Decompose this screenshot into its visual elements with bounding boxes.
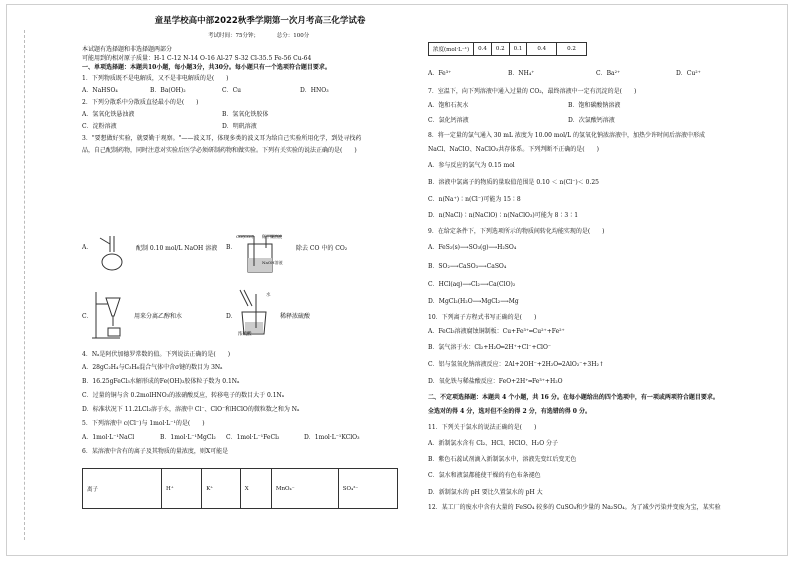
q4-option-d: D．标准状况下 11.2LCl₂溶于水，溶液中 Cl⁻、ClO⁻和HClO的微粒数之和为 Nₐ (82, 406, 300, 413)
page-title: 童星学校高中部2022秋季学期第一次月考高三化学试卷 (154, 16, 366, 26)
question-3-line-2: 品，自己配制药物，同时注意对实验后医学必须研制药物和做实验。下列有关实验的说法正确的是( ) (82, 147, 357, 154)
q3-option-c-label: C． (82, 313, 93, 320)
volumetric-flask-icon (90, 234, 130, 272)
q8-option-d: D．n(NaCl)∶n(NaClO)∶n(NaClO₃)可能为 8∶3∶1 (428, 212, 579, 219)
table-cell: MnO₄⁻ (271, 469, 338, 509)
question-12: 12．某工厂的废水中含有大量的 FeSO₄ 较多的 CuSO₄和少量的 Na₂SO₄。为了减少污染并变废为宝，某实验 (428, 504, 721, 511)
q5-option-d: D．1mol·L⁻¹KClO₃ (304, 434, 360, 441)
table-cell: H⁺ (162, 469, 202, 509)
question-6: 6．某溶液中含有的离子及其物质的量浓度，则X可能是 (82, 448, 229, 455)
q5-option-a: A．1mol·L⁻¹NaCl (82, 434, 135, 441)
q2-option-a: A．氢氧化铁悬浊液 (82, 111, 135, 118)
exam-time: 考试时间：75分钟； (208, 33, 259, 39)
q11-option-a: A．新制氯水含有 Cl₂、HCl、HClO、H₂O 分子 (428, 440, 559, 447)
q2-option-c: C．淀粉溶液 (82, 123, 117, 130)
q1-option-d: D．HNO₃ (300, 87, 329, 94)
q9-option-c: C．HCl(aq)⟶Cl₂⟶Ca(ClO)₂ (428, 281, 516, 288)
table-cell: 0.2 (491, 43, 509, 56)
section-one-heading: 一、单项选择题：本题共10小题，每小题3分，共30分。每小题只有一个选项符合题目要求。 (82, 64, 331, 71)
q9-option-a: A．FeS₂(s)⟶SO₃(g)⟶H₂SO₄ (428, 244, 517, 251)
q7-option-c: C．氯化钙溶液 (428, 117, 469, 124)
question-3-line-1: 3．"要想做好实验，就要勤于观察。"——波义耳，体现多类的波义耳为给自己实验所用化学，到处寻找药 (82, 135, 362, 142)
q3-d-water-label: 水 (266, 293, 271, 298)
q3-option-d-label: D． (226, 313, 237, 320)
section-two-scoring: 全选对的得 4 分，选对但不全的得 2 分，有选错的得 0 分。 (428, 408, 592, 415)
question-9: 9．在给定条件下，下列选项所示的物质间转化均能实现的是( ) (428, 228, 605, 235)
q3-option-c-text: 用来分离乙醇和水 (134, 313, 183, 320)
q11-option-b: B．紫色石蕊试剂滴入新制氯水中，溶液先变红后变无色 (428, 456, 577, 463)
question-10: 10．下列离子方程式书写正确的是( ) (428, 314, 537, 321)
question-2: 2．下列分散系中分散质直径最小的是( ) (82, 99, 199, 106)
separatory-funnel-icon (90, 290, 134, 340)
q3-b-reagent-label: 稀干燥溶液 (262, 234, 282, 239)
q4-option-c: C．过量的铜与含 0.2molHNO₃的浓硝酸反应，转移电子的数目大于 0.1Nₐ (82, 392, 285, 399)
q6-option-a: A．Fe³⁺ (428, 70, 452, 77)
table-cell: X (240, 469, 271, 509)
table-row (83, 469, 398, 509)
q3-option-b-label: B． (226, 244, 237, 251)
q7-option-b: B．饱和碳酸钠溶液 (568, 102, 621, 109)
q8-option-c: C．n(Na⁺)∶n(Cl⁻)可能为 15∶8 (428, 196, 521, 203)
q5-option-c: C．1mol·L⁻¹FeCl₂ (226, 434, 280, 441)
q3-option-b-text: 除去 CO 中的 CO₂ (296, 245, 348, 252)
q10-option-c: C．铝与氢氧化钠溶液反应：2Al+2OH⁻+2H₂O═2AlO₂⁻+3H₂↑ (428, 361, 604, 368)
question-8-line-1: 8．将一定量的氯气通入 30 mL 浓度为 10.00 mol/L 的氢氧化钠浓溶液中，加热少许时间后溶液中形成 (428, 132, 705, 139)
section-two-heading: 二、不定项选择题：本题共 4 个小题，共 16 分。在每小题给出的四个选项中，有一项或两项符合题目要求。 (428, 394, 719, 401)
question-4: 4．Nₐ是阿伏加德罗常数的值。下列说法正确的是( ) (82, 351, 231, 358)
q10-option-d: D．氧化铁与稀盐酸反应：FeO+2H⁺═Fe³⁺+H₂O (428, 378, 563, 385)
table-row (429, 43, 587, 56)
table-cell: 0.4 (474, 43, 492, 56)
q4-option-a: A．28gC₂H₄与C₃H₆混合气体中含σ键的数目为 3Nₐ (82, 364, 223, 371)
q3-option-d-text: 稀释浓硫酸 (280, 313, 311, 320)
q2-option-d: D．明矾溶液 (222, 123, 257, 130)
question-7: 7．室温下，向下列溶液中通入过量的 CO₂，最终溶液中一定有沉淀的是( ) (428, 88, 637, 95)
q11-option-d: D．新制氯水的 pH 要比久置氯水的 pH 大 (428, 489, 543, 496)
q11-option-c: C．氯水和液氯都能使干燥的有色布条褪色 (428, 472, 541, 479)
exam-meta (208, 31, 325, 39)
q9-option-d: D．MgCl₂(H₂O⟶MgCl₂⟶Mg (428, 298, 519, 305)
atomic-mass-line: 可能用到的相对原子质量：H-1 C-12 N-14 O-16 Al-27 S-32 Cl-35.5 Fe-56 Cu-64 (82, 55, 312, 62)
q1-option-b: B．Ba(OH)₂ (150, 87, 186, 94)
q6-option-b: B．NH₄⁺ (508, 70, 535, 77)
intro-line: 本试题有选择题和非选择题两部分 (82, 46, 173, 53)
table-cell: 0.2 (557, 43, 587, 56)
q1-option-a: A．NaHSO₄ (82, 87, 118, 94)
table-cell: 离子 (83, 469, 162, 509)
q7-option-d: D．次氯酸钙溶液 (568, 117, 615, 124)
q2-option-b: B．氢氧化铁胶体 (222, 111, 269, 118)
q3-d-acid-label: 浓硫酸 (238, 332, 252, 337)
q7-option-a: A．饱和石灰水 (428, 102, 469, 109)
table-cell: SO₄²⁻ (338, 469, 397, 509)
table-cell: 0.4 (527, 43, 557, 56)
q8-option-b: B．溶液中氯离子的物质的量取值范围是 0.10 ＜ n(Cl⁻)＜ 0.25 (428, 179, 599, 186)
q3-option-a-text: 配制 0.10 mol/L NaOH 溶液 (136, 245, 218, 252)
q1-option-c: C．Cu (222, 87, 242, 94)
table-cell: K⁺ (202, 469, 241, 509)
q6-option-d: D．Cu²⁺ (676, 70, 701, 77)
q3-b-naoh-label: NaOH溶液 (262, 260, 283, 265)
q6-option-c: C．Ba²⁺ (596, 70, 621, 77)
binding-line (24, 30, 25, 540)
question-11: 11．下列关于氯水的说法正确的是( ) (428, 424, 537, 431)
table-cell: 浓度(mol·L⁻¹) (429, 43, 474, 56)
q9-option-b: B．SO₂⟶CaSO₃⟶CaSO₄ (428, 263, 507, 270)
q3-b-gas-label: CO(CO₂) (236, 234, 254, 239)
q8-option-a: A．参与反应的氯气为 0.15 mol (428, 162, 515, 169)
exam-score: 总分：100分 (276, 33, 310, 39)
q10-option-a: A．FeCl₃溶液腐蚀铜制板：Cu+Fe³⁺═Cu²⁺+Fe²⁺ (428, 328, 565, 335)
concentration-table (428, 42, 587, 56)
q10-option-b: B．氯气溶于水：Cl₂+H₂O═2H⁺+Cl⁻+ClO⁻ (428, 344, 552, 351)
ion-table (82, 468, 398, 509)
question-1: 1．下列物质既不是电解质，又不是非电解质的是( ) (82, 75, 229, 82)
question-5: 5．下列溶液中 c(Cl⁻)与 1mol·L⁻¹的是( ) (82, 420, 205, 427)
q4-option-b: B．16.25gFeCl₃水解形成的Fe(OH)₃胶体粒子数为 0.1Nₐ (82, 378, 240, 385)
table-cell: 0.1 (509, 43, 527, 56)
q3-option-a-label: A． (82, 244, 93, 251)
question-8-line-2: NaCl、NaClO、NaClO₃共存体系。下列判断不正确的是( ) (428, 146, 599, 153)
q5-option-b: B．1mol·L⁻¹MgCl₂ (160, 434, 216, 441)
